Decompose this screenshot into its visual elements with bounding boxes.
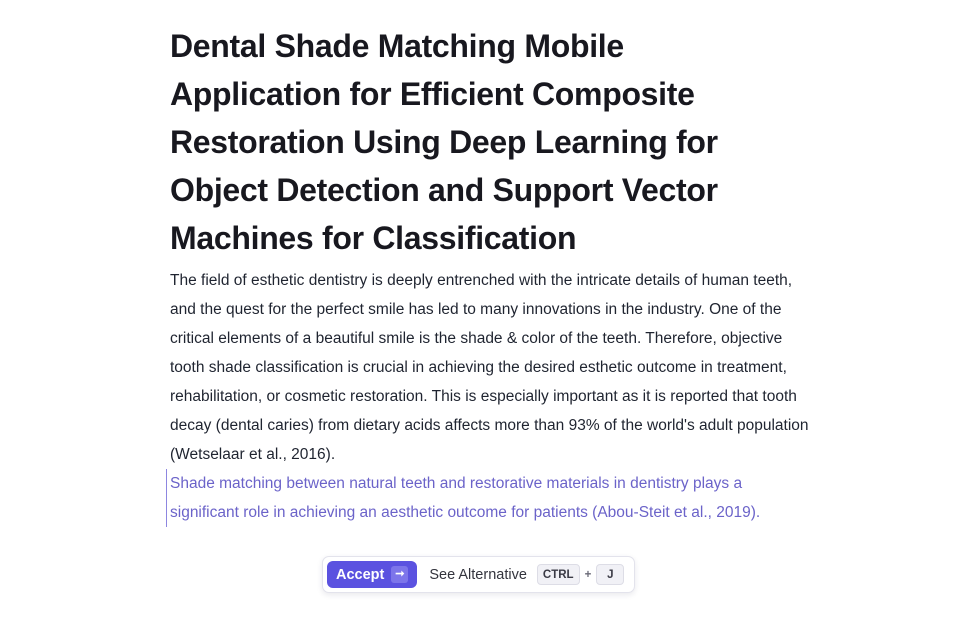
document-body	[170, 266, 810, 527]
shortcut-hint	[537, 564, 624, 585]
existing-paragraph: The field of esthetic dentistry is deeply entrenched with the intricate details of human teeth, and the quest for the perfect smile has led to many innovations in the industry. One of the critical elements of a beautiful smile is the shade & color of the teeth. Therefore, objective tooth shade classification is crucial in achieving the desired esthetic outcome in treatment, rehabilitation, or cosmetic restoration. This is especially important as it is reported that tooth decay (dental caries) from dietary acids affects more than 93% of the world's adult population (Wetselaar et al., 2016).	[170, 272, 809, 463]
shortcut-key-j: J	[596, 564, 624, 585]
see-alternative-label[interactable]: See Alternative	[429, 566, 527, 583]
shortcut-plus: +	[584, 568, 592, 581]
document-content	[170, 0, 810, 527]
arrow-right-icon: ➞	[391, 566, 408, 583]
shortcut-key-ctrl: CTRL	[537, 564, 580, 585]
page-title: Dental Shade Matching Mobile Application for Efficient Composite Restoration Using Deep Learning for Object Detection and Support Vector Machines for Classification	[170, 28, 718, 256]
ai-suggestion-text: Shade matching between natural teeth and restorative materials in dentistry plays a significant role in achieving an aesthetic outcome for patients (Abou-Steit et al., 2019).	[166, 469, 810, 527]
accept-button-label: Accept	[336, 566, 385, 583]
accept-button[interactable]	[327, 561, 417, 588]
suggestion-toolbar	[322, 556, 635, 593]
